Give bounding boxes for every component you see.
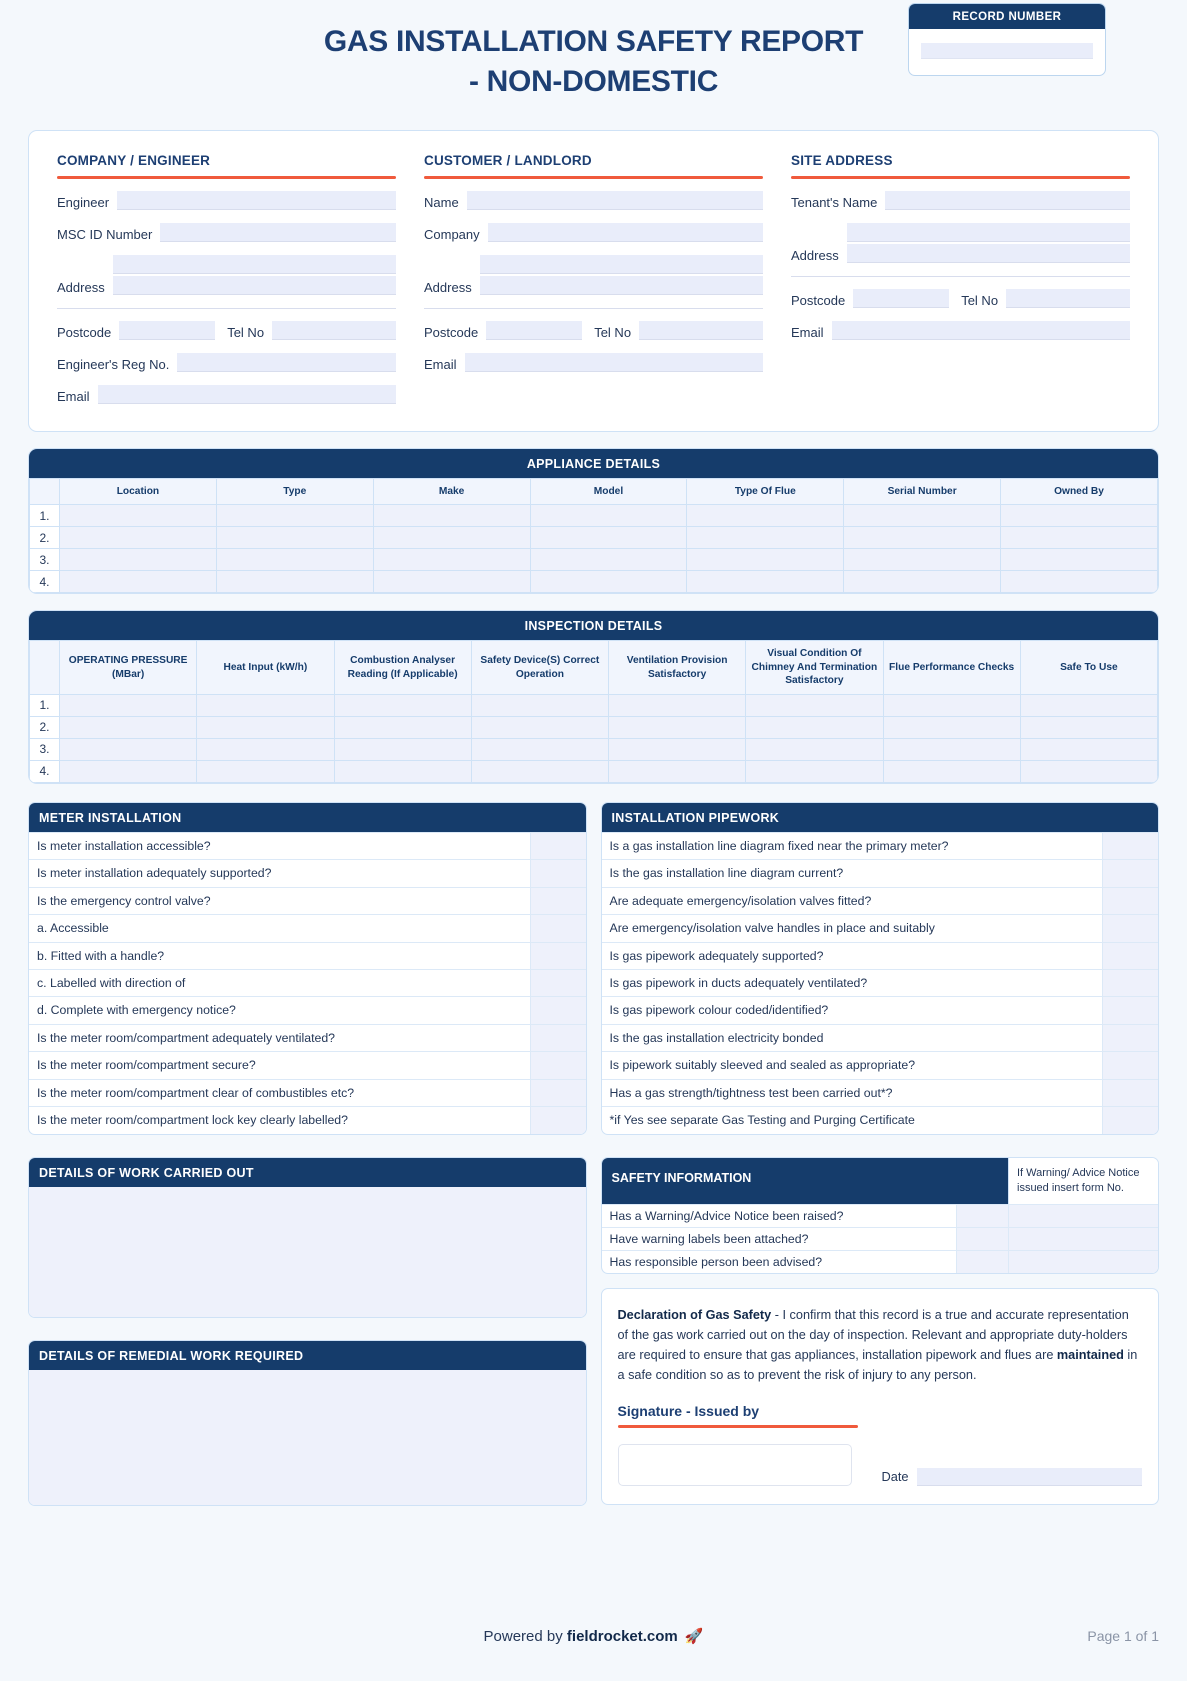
appliance-col-owned-by: Owned By: [1001, 479, 1158, 505]
engineer-input[interactable]: [117, 191, 396, 210]
cell[interactable]: [530, 549, 687, 571]
installation-pipework-title: INSTALLATION PIPEWORK: [602, 803, 1159, 832]
appliance-details-table-card: [28, 448, 1159, 594]
meter-question: Is the meter room/compartment adequately ventilated?: [37, 1030, 336, 1045]
pipework-answer-field[interactable]: [1102, 860, 1158, 886]
table-row: [30, 527, 1158, 549]
list-item: [602, 1250, 1159, 1273]
list-item: [602, 1227, 1159, 1250]
site-email-label: Email: [791, 325, 824, 340]
field-site-address: [791, 223, 1130, 263]
list-item: [29, 1106, 586, 1133]
table-row: [30, 716, 1158, 738]
page-title-line2: - NON-DOMESTIC: [468, 64, 719, 98]
company-tel-label: Tel No: [227, 325, 265, 340]
field-customer-company: [424, 223, 763, 242]
company-title-rule: [57, 176, 396, 179]
appliance-row-index: 1.: [30, 505, 60, 527]
date-input[interactable]: [917, 1468, 1142, 1486]
meter-question: Is the meter room/compartment secure?: [37, 1058, 256, 1073]
cell[interactable]: [530, 527, 687, 549]
table-row: [30, 738, 1158, 760]
cell[interactable]: [197, 738, 334, 760]
inspection-col-safe-to-use: Safe To Use: [1020, 641, 1157, 694]
safety-question: Has responsible person been advised?: [609, 1254, 823, 1269]
cell[interactable]: [471, 716, 608, 738]
field-customer-address: [424, 255, 763, 295]
pipework-question: Are adequate emergency/isolation valves fitted?: [609, 893, 872, 908]
pipework-answer-field[interactable]: [1102, 970, 1158, 996]
inspection-row-index: 4.: [30, 760, 60, 782]
cell[interactable]: [334, 738, 471, 760]
customer-address-line1[interactable]: [480, 255, 763, 274]
cell[interactable]: [883, 760, 1020, 782]
meter-question: Is the emergency control valve?: [37, 893, 211, 908]
declaration-text: [618, 1305, 1143, 1385]
pipework-question: Is the gas installation line diagram current?: [609, 866, 844, 881]
list-item: [602, 1079, 1159, 1106]
list-item: [29, 914, 586, 941]
site-email-input[interactable]: [832, 321, 1130, 340]
customer-postcode-input[interactable]: [486, 321, 582, 340]
cell[interactable]: [1001, 527, 1158, 549]
cell[interactable]: [687, 527, 844, 549]
cell[interactable]: [687, 505, 844, 527]
safety-answer-field[interactable]: [956, 1251, 1008, 1273]
site-address-title: SITE ADDRESS: [791, 153, 893, 168]
tenant-name-input[interactable]: [885, 191, 1130, 210]
meter-answer-field[interactable]: [530, 1025, 586, 1051]
cell[interactable]: [883, 738, 1020, 760]
meter-answer-field[interactable]: [530, 1052, 586, 1078]
cell[interactable]: [1020, 760, 1157, 782]
record-number-input[interactable]: [921, 43, 1093, 59]
page-header: [28, 0, 1159, 128]
appliance-col-model: Model: [530, 479, 687, 505]
pipework-question: Has a gas strength/tightness test been carried out*?: [609, 1085, 893, 1100]
company-postcode-input[interactable]: [119, 321, 215, 340]
cell[interactable]: [746, 694, 883, 716]
list-item: [602, 942, 1159, 969]
cell[interactable]: [687, 549, 844, 571]
list-item: [602, 914, 1159, 941]
list-item: [29, 859, 586, 886]
declaration-heading: Declaration of Gas Safety: [617, 1307, 772, 1322]
list-item: [602, 969, 1159, 996]
cell[interactable]: [1001, 505, 1158, 527]
pipework-question: Is the gas installation electricity bonded: [609, 1030, 824, 1045]
company-address-stack: [113, 255, 396, 295]
site-address-column: [777, 153, 1144, 417]
list-item: [602, 887, 1159, 914]
field-customer-name: [424, 191, 763, 210]
appliance-details-title: APPLIANCE DETAILS: [29, 449, 1158, 478]
table-row: [30, 760, 1158, 782]
field-tenant-name: [791, 191, 1130, 210]
msc-id-label: MSC ID Number: [57, 227, 153, 242]
company-address-divider: [57, 308, 396, 309]
list-item: [602, 1106, 1159, 1133]
engineer-reg-no-label: Engineer's Reg No.: [57, 357, 170, 372]
signature-title: Signature - Issued by: [617, 1403, 760, 1420]
meter-answer-field[interactable]: [530, 888, 586, 914]
meter-installation-title: METER INSTALLATION: [29, 803, 586, 832]
table-row: [30, 694, 1158, 716]
field-engineer-reg-no: [57, 353, 396, 372]
cell[interactable]: [60, 760, 197, 782]
declaration-body-1: - I confirm that this record is a true and accurate representation of the gas work carried out on the day of inspection. Relevant and appropriate duty-holders are required to ensure that gas appliances, installation pipework and flues are: [617, 1307, 1129, 1363]
page-number: Page 1 of 1: [1087, 1628, 1159, 1644]
customer-name-input[interactable]: [467, 191, 763, 210]
cell[interactable]: [216, 549, 373, 571]
inspection-col-operating-pressure: OPERATING PRESSURE (MBar): [60, 641, 197, 694]
cell[interactable]: [844, 527, 1001, 549]
field-company-postcode-tel: [57, 321, 396, 340]
pipework-question: Are emergency/isolation valve handles in place and suitably: [609, 921, 935, 936]
record-number-label: RECORD NUMBER: [909, 4, 1105, 29]
customer-title-rule: [424, 176, 763, 179]
cell[interactable]: [1001, 549, 1158, 571]
cell[interactable]: [373, 527, 530, 549]
page-title-line1: GAS INSTALLATION SAFETY REPORT: [323, 25, 864, 58]
meter-installation-card: [28, 802, 587, 1135]
signature-title-rule: [618, 1425, 858, 1428]
cell[interactable]: [883, 694, 1020, 716]
list-item: [29, 1051, 586, 1078]
company-address-line2[interactable]: [113, 276, 396, 295]
company-email-input[interactable]: [98, 385, 396, 404]
pipework-answer-field[interactable]: [1102, 943, 1158, 969]
customer-tel-input[interactable]: [639, 321, 763, 340]
safety-information-title: SAFETY INFORMATION: [602, 1158, 1009, 1204]
customer-address-label: Address: [424, 280, 472, 295]
site-tel-label: Tel No: [961, 293, 999, 308]
table-row: [30, 571, 1158, 593]
safety-form-no-field[interactable]: [1008, 1205, 1158, 1227]
cell[interactable]: [746, 716, 883, 738]
company-engineer-title: COMPANY / ENGINEER: [57, 153, 211, 168]
customer-company-input[interactable]: [488, 223, 763, 242]
list-item: [29, 832, 586, 859]
company-address-line1[interactable]: [113, 255, 396, 274]
appliance-row-index: 2.: [30, 527, 60, 549]
remedial-work-title: DETAILS OF REMEDIAL WORK REQUIRED: [29, 1341, 586, 1370]
list-item: [29, 942, 586, 969]
customer-email-label: Email: [424, 357, 457, 372]
list-item: [602, 1204, 1159, 1227]
declaration-card: [601, 1288, 1160, 1505]
work-carried-out-textarea[interactable]: [29, 1187, 586, 1317]
table-row: [30, 549, 1158, 571]
customer-address-stack: [480, 255, 763, 295]
inspection-col-safety-device: Safety Device(S) Correct Operation: [471, 641, 608, 694]
company-address-label: Address: [57, 280, 105, 295]
cell[interactable]: [60, 505, 217, 527]
customer-address-divider: [424, 308, 763, 309]
cell[interactable]: [530, 505, 687, 527]
checklists-row: [28, 802, 1159, 1506]
cell[interactable]: [60, 571, 217, 593]
company-email-label: Email: [57, 389, 90, 404]
appliance-col-serial: Serial Number: [844, 479, 1001, 505]
cell[interactable]: [60, 549, 217, 571]
meter-question: Is meter installation adequately supported?: [37, 866, 272, 881]
record-number-body: [909, 29, 1105, 75]
appliance-col-make: Make: [373, 479, 530, 505]
safety-question: Have warning labels been attached?: [609, 1231, 809, 1246]
pipework-question: Is gas pipework adequately supported?: [609, 948, 824, 963]
cell[interactable]: [471, 694, 608, 716]
site-tel-input[interactable]: [1006, 289, 1130, 308]
appliance-details-table: [29, 478, 1158, 593]
cell[interactable]: [60, 694, 197, 716]
list-item: [602, 1024, 1159, 1051]
safety-information-header: [602, 1158, 1159, 1204]
site-title-rule: [791, 176, 1130, 179]
cell[interactable]: [844, 505, 1001, 527]
appliance-col-flue: Type Of Flue: [687, 479, 844, 505]
list-item: [29, 1079, 586, 1106]
site-postcode-input[interactable]: [853, 289, 949, 308]
company-postcode-label: Postcode: [57, 325, 112, 340]
cell[interactable]: [1001, 571, 1158, 593]
cell[interactable]: [883, 716, 1020, 738]
customer-name-label: Name: [424, 195, 459, 210]
cell[interactable]: [844, 571, 1001, 593]
list-item: [602, 996, 1159, 1023]
site-address-divider: [791, 276, 1130, 277]
cell[interactable]: [746, 738, 883, 760]
msc-id-input[interactable]: [160, 223, 396, 242]
inspection-index-header: [30, 641, 60, 694]
cell[interactable]: [334, 716, 471, 738]
meter-answer-field[interactable]: [530, 860, 586, 886]
pipework-answer-field[interactable]: [1102, 888, 1158, 914]
right-column: [601, 802, 1160, 1505]
meter-question: Is meter installation accessible?: [37, 838, 211, 853]
cell[interactable]: [373, 505, 530, 527]
inspection-details-title: INSPECTION DETAILS: [29, 611, 1158, 640]
list-item: [29, 969, 586, 996]
engineer-reg-no-input[interactable]: [177, 353, 396, 372]
inspection-header-row: [30, 641, 1158, 694]
meter-answer-field[interactable]: [530, 1080, 586, 1106]
meter-question: Is the meter room/compartment lock key clearly labelled?: [37, 1113, 348, 1128]
meter-answer-field[interactable]: [530, 833, 586, 859]
field-company-email: [57, 385, 396, 404]
remedial-work-textarea[interactable]: [29, 1370, 586, 1505]
list-item: [602, 859, 1159, 886]
pipework-answer-field[interactable]: [1102, 1025, 1158, 1051]
meter-answer-field[interactable]: [530, 970, 586, 996]
pipework-question: Is a gas installation line diagram fixed near the primary meter?: [609, 838, 949, 853]
cell[interactable]: [530, 571, 687, 593]
meter-question: d. Complete with emergency notice?: [37, 1003, 236, 1018]
cell[interactable]: [60, 527, 217, 549]
safety-form-no-field[interactable]: [1008, 1251, 1158, 1273]
work-carried-out-title: DETAILS OF WORK CARRIED OUT: [29, 1158, 586, 1187]
customer-postcode-label: Postcode: [424, 325, 479, 340]
powered-prefix: Powered by: [483, 1628, 567, 1645]
cell[interactable]: [334, 760, 471, 782]
date-label: Date: [881, 1469, 909, 1485]
appliance-row-index: 4.: [30, 571, 60, 593]
pipework-question: Is pipework suitably sleeved and sealed as appropriate?: [609, 1058, 916, 1073]
customer-tel-label: Tel No: [594, 325, 632, 340]
cell[interactable]: [197, 716, 334, 738]
site-address-line1[interactable]: [847, 223, 1130, 242]
declaration-bold-word: maintained: [1056, 1348, 1124, 1363]
table-row: [30, 505, 1158, 527]
contact-details-card: [28, 130, 1159, 432]
inspection-row-index: 2.: [30, 716, 60, 738]
pipework-question: Is gas pipework colour coded/identified?: [609, 1003, 829, 1018]
tenant-name-label: Tenant's Name: [791, 195, 878, 210]
cell[interactable]: [609, 738, 746, 760]
powered-by: [484, 1627, 704, 1645]
cell[interactable]: [471, 760, 608, 782]
inspection-details-table: [29, 640, 1158, 782]
company-tel-input[interactable]: [272, 321, 396, 340]
customer-email-input[interactable]: [465, 353, 763, 372]
safety-information-card: [601, 1157, 1160, 1274]
field-customer-postcode-tel: [424, 321, 763, 340]
pipework-answer-field[interactable]: [1102, 1080, 1158, 1106]
pipework-footnote: *if Yes see separate Gas Testing and Purging Certificate: [609, 1113, 915, 1128]
page-footer: [28, 1627, 1159, 1645]
inspection-col-ventilation: Ventilation Provision Satisfactory: [609, 641, 746, 694]
brand-name: fieldrocket.com: [566, 1628, 678, 1645]
meter-answer-field[interactable]: [530, 943, 586, 969]
pipework-answer-field[interactable]: [1102, 1052, 1158, 1078]
customer-landlord-column: [410, 153, 777, 417]
work-carried-out-card: [28, 1157, 587, 1318]
field-company-address: [57, 255, 396, 295]
field-engineer: [57, 191, 396, 210]
cell[interactable]: [687, 571, 844, 593]
list-item: [602, 1051, 1159, 1078]
meter-answer-field[interactable]: [530, 1107, 586, 1133]
inspection-col-chimney-condition: Visual Condition Of Chimney And Termination Satisfactory: [746, 641, 883, 694]
field-site-postcode-tel: [791, 289, 1130, 308]
cell[interactable]: [844, 549, 1001, 571]
cell[interactable]: [1020, 738, 1157, 760]
safety-form-no-field[interactable]: [1008, 1228, 1158, 1250]
cell[interactable]: [609, 716, 746, 738]
declaration-body-2: in a safe condition so as to prevent the risk of injury to any person.: [617, 1348, 1138, 1383]
inspection-col-combustion-analyser: Combustion Analyser Reading (If Applicable): [334, 641, 471, 694]
meter-question: a. Accessible: [37, 921, 109, 936]
record-number-box: [908, 3, 1106, 76]
cell[interactable]: [197, 694, 334, 716]
appliance-header-row: [30, 479, 1158, 505]
meter-question: Is the meter room/compartment clear of combustibles etc?: [37, 1085, 355, 1100]
pipework-answer-field[interactable]: [1102, 833, 1158, 859]
inspection-col-heat-input: Heat Input (kW/h): [197, 641, 334, 694]
cell[interactable]: [60, 738, 197, 760]
cell[interactable]: [609, 694, 746, 716]
cell[interactable]: [216, 527, 373, 549]
site-address-line2[interactable]: [847, 244, 1130, 263]
company-engineer-column: [43, 153, 410, 417]
list-item: [602, 832, 1159, 859]
cell[interactable]: [609, 760, 746, 782]
rocket-icon: 🚀: [684, 1628, 704, 1645]
field-customer-email: [424, 353, 763, 372]
pipework-answer-field[interactable]: [1102, 915, 1158, 941]
list-item: [29, 1024, 586, 1051]
cell[interactable]: [197, 760, 334, 782]
cell[interactable]: [373, 549, 530, 571]
cell[interactable]: [373, 571, 530, 593]
appliance-row-index: 3.: [30, 549, 60, 571]
site-address-label: Address: [791, 248, 839, 263]
cell[interactable]: [334, 694, 471, 716]
safety-information-note: If Warning/ Advice Notice issued insert form No.: [1008, 1158, 1158, 1204]
appliance-col-type: Type: [216, 479, 373, 505]
safety-answer-field[interactable]: [956, 1228, 1008, 1250]
signature-area: [618, 1444, 1143, 1486]
field-site-email: [791, 321, 1130, 340]
site-address-stack: [847, 223, 1130, 263]
cell[interactable]: [746, 760, 883, 782]
cell[interactable]: [471, 738, 608, 760]
customer-landlord-title: CUSTOMER / LANDLORD: [424, 153, 592, 168]
cell[interactable]: [216, 505, 373, 527]
cell[interactable]: [60, 716, 197, 738]
meter-answer-field[interactable]: [530, 997, 586, 1023]
appliance-index-header: [30, 479, 60, 505]
signature-pad[interactable]: [618, 1444, 852, 1486]
safety-question: Has a Warning/Advice Notice been raised?: [609, 1208, 844, 1223]
meter-question: c. Labelled with direction of: [37, 976, 186, 990]
inspection-row-index: 1.: [30, 694, 60, 716]
cell[interactable]: [1020, 694, 1157, 716]
pipework-answer-field[interactable]: [1102, 997, 1158, 1023]
cell[interactable]: [216, 571, 373, 593]
site-postcode-label: Postcode: [791, 293, 846, 308]
meter-answer-field[interactable]: [530, 915, 586, 941]
field-msc-id: [57, 223, 396, 242]
inspection-details-table-card: [28, 610, 1159, 783]
inspection-col-flue-performance: Flue Performance Checks: [883, 641, 1020, 694]
appliance-col-location: Location: [60, 479, 217, 505]
pipework-answer-field[interactable]: [1102, 1107, 1158, 1133]
list-item: [29, 887, 586, 914]
list-item: [29, 996, 586, 1023]
cell[interactable]: [1020, 716, 1157, 738]
pipework-question: Is gas pipework in ducts adequately ventilated?: [609, 976, 868, 990]
engineer-label: Engineer: [57, 195, 110, 210]
meter-question: b. Fitted with a handle?: [37, 948, 165, 963]
left-column: [28, 802, 587, 1506]
customer-company-label: Company: [424, 227, 480, 242]
installation-pipework-card: [601, 802, 1160, 1135]
safety-answer-field[interactable]: [956, 1205, 1008, 1227]
remedial-work-card: [28, 1340, 587, 1506]
inspection-row-index: 3.: [30, 738, 60, 760]
customer-address-line2[interactable]: [480, 276, 763, 295]
